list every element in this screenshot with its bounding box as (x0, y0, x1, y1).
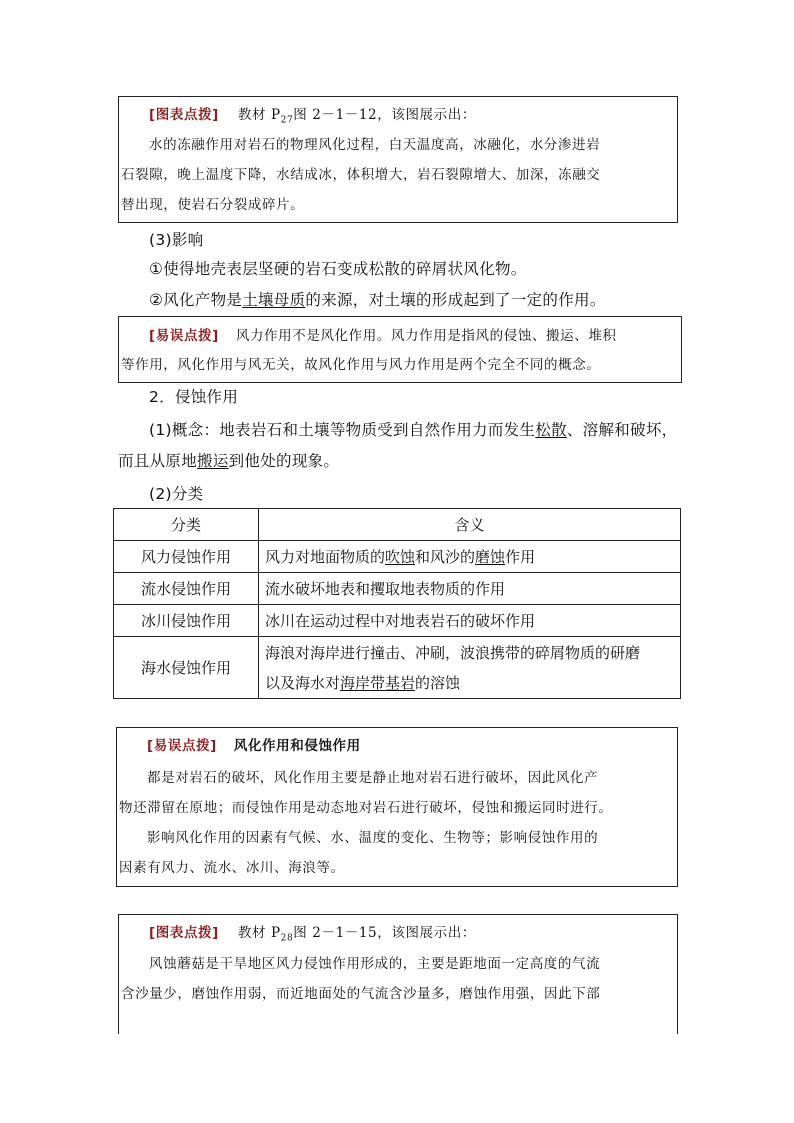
paragraph-line: 替出现，使岩石分裂成碎片。 (121, 197, 305, 213)
table-cell-name: 流水侵蚀作用 (114, 573, 259, 605)
influence-item-2: ②风化产物是土壤母质的来源，对土壤的形成起到了一定的作用。 (149, 291, 606, 309)
table-cell-meaning: 冰川在运动过程中对地表岩石的破坏作用 (259, 605, 681, 637)
paragraph-line: 风蚀蘑菇是干旱地区风力侵蚀作用形成的，主要是距地面一定高度的气流 (149, 956, 601, 972)
figure-note-tag: [图表点拨] (149, 925, 219, 941)
mistake-note-title: 风化作用和侵蚀作用 (233, 738, 361, 754)
mistake-note-tag: [易误点拨] (147, 738, 217, 754)
erosion-class-heading: (2)分类 (149, 485, 204, 503)
figure-note-tag: [图表点拨] (149, 107, 219, 123)
figure-note-header: [图表点拨] 教材 $P_{27}$图 2－1－12，该图展示出： (149, 107, 476, 126)
influence-item-1: ①使得地壳表层坚硬的岩石变成松散的碎屑状风化物。 (149, 260, 527, 278)
table-cell-name: 海水侵蚀作用 (114, 637, 259, 699)
erosion-classification-table (113, 508, 681, 699)
table-header-cell: 含义 (259, 509, 681, 541)
erosion-concept-line-2: 而且从原地搬运到他处的现象。 (118, 452, 340, 470)
mistake-note-line: [易误点拨] 风力作用不是风化作用。风力作用是指风的侵蚀、搬运、堆积 (149, 328, 617, 344)
section-heading-erosion: 2．侵蚀作用 (149, 388, 239, 406)
table-header-cell: 分类 (114, 509, 259, 541)
paragraph-line: 水的冻融作用对岩石的物理风化过程，白天温度高，冰融化，水分渗进岩 (149, 137, 601, 153)
table-row (114, 605, 681, 637)
table-cell-meaning: 风力对地面物质的吹蚀和风沙的磨蚀作用 (259, 541, 681, 573)
figure-note-box-1 (118, 96, 678, 223)
figure-note-box-2 (118, 914, 678, 1034)
figure-note-header: [图表点拨] 教材 $P_{28}$图 2－1－15，该图展示出： (149, 925, 476, 944)
erosion-concept-line-1: (1)概念：地表岩石和土壤等物质受到自然作用力而发生松散、溶解和破坏， (149, 421, 678, 439)
table-header-row (114, 509, 681, 541)
table-cell-meaning: 海浪对海岸进行撞击、冲刷，波浪携带的碎屑物质的研磨 以及海水对海岸带基岩的溶蚀 (259, 637, 681, 699)
mistake-note-tag: [易误点拨] (149, 328, 219, 344)
table-cell-name: 冰川侵蚀作用 (114, 605, 259, 637)
table-row (114, 573, 681, 605)
paragraph-line: 含沙量少，磨蚀作用弱，而近地面处的气流含沙量多，磨蚀作用强，因此下部 (121, 986, 601, 1002)
mistake-note-box-2 (116, 727, 678, 887)
paragraph-line: 都是对岩石的破坏，风化作用主要是静止地对岩石进行破坏，因此风化产 (147, 770, 599, 786)
paragraph-line: 石裂隙，晚上温度下降，水结成冰，体积增大，岩石裂隙增大、加深，冻融交 (121, 167, 601, 183)
paragraph-line: 影响风化作用的因素有气候、水、温度的变化、生物等；影响侵蚀作用的 (147, 830, 599, 846)
mistake-note-box-1 (118, 316, 682, 383)
section-heading-influence: (3)影响 (149, 231, 204, 249)
table-cell-meaning: 流水破坏地表和攫取地表物质的作用 (259, 573, 681, 605)
table-row (114, 541, 681, 573)
table-row (114, 637, 681, 699)
mistake-note-header (147, 734, 361, 754)
mistake-note-line: 等作用，风化作用与风无关，故风化作用与风力作用是两个完全不同的概念。 (121, 357, 601, 373)
table-cell-name: 风力侵蚀作用 (114, 541, 259, 573)
paragraph-line: 物还滞留在原地；而侵蚀作用是动态地对岩石进行破坏，侵蚀和搬运同时进行。 (119, 800, 613, 816)
paragraph-line: 因素有风力、流水、冰川、海浪等。 (119, 860, 345, 876)
